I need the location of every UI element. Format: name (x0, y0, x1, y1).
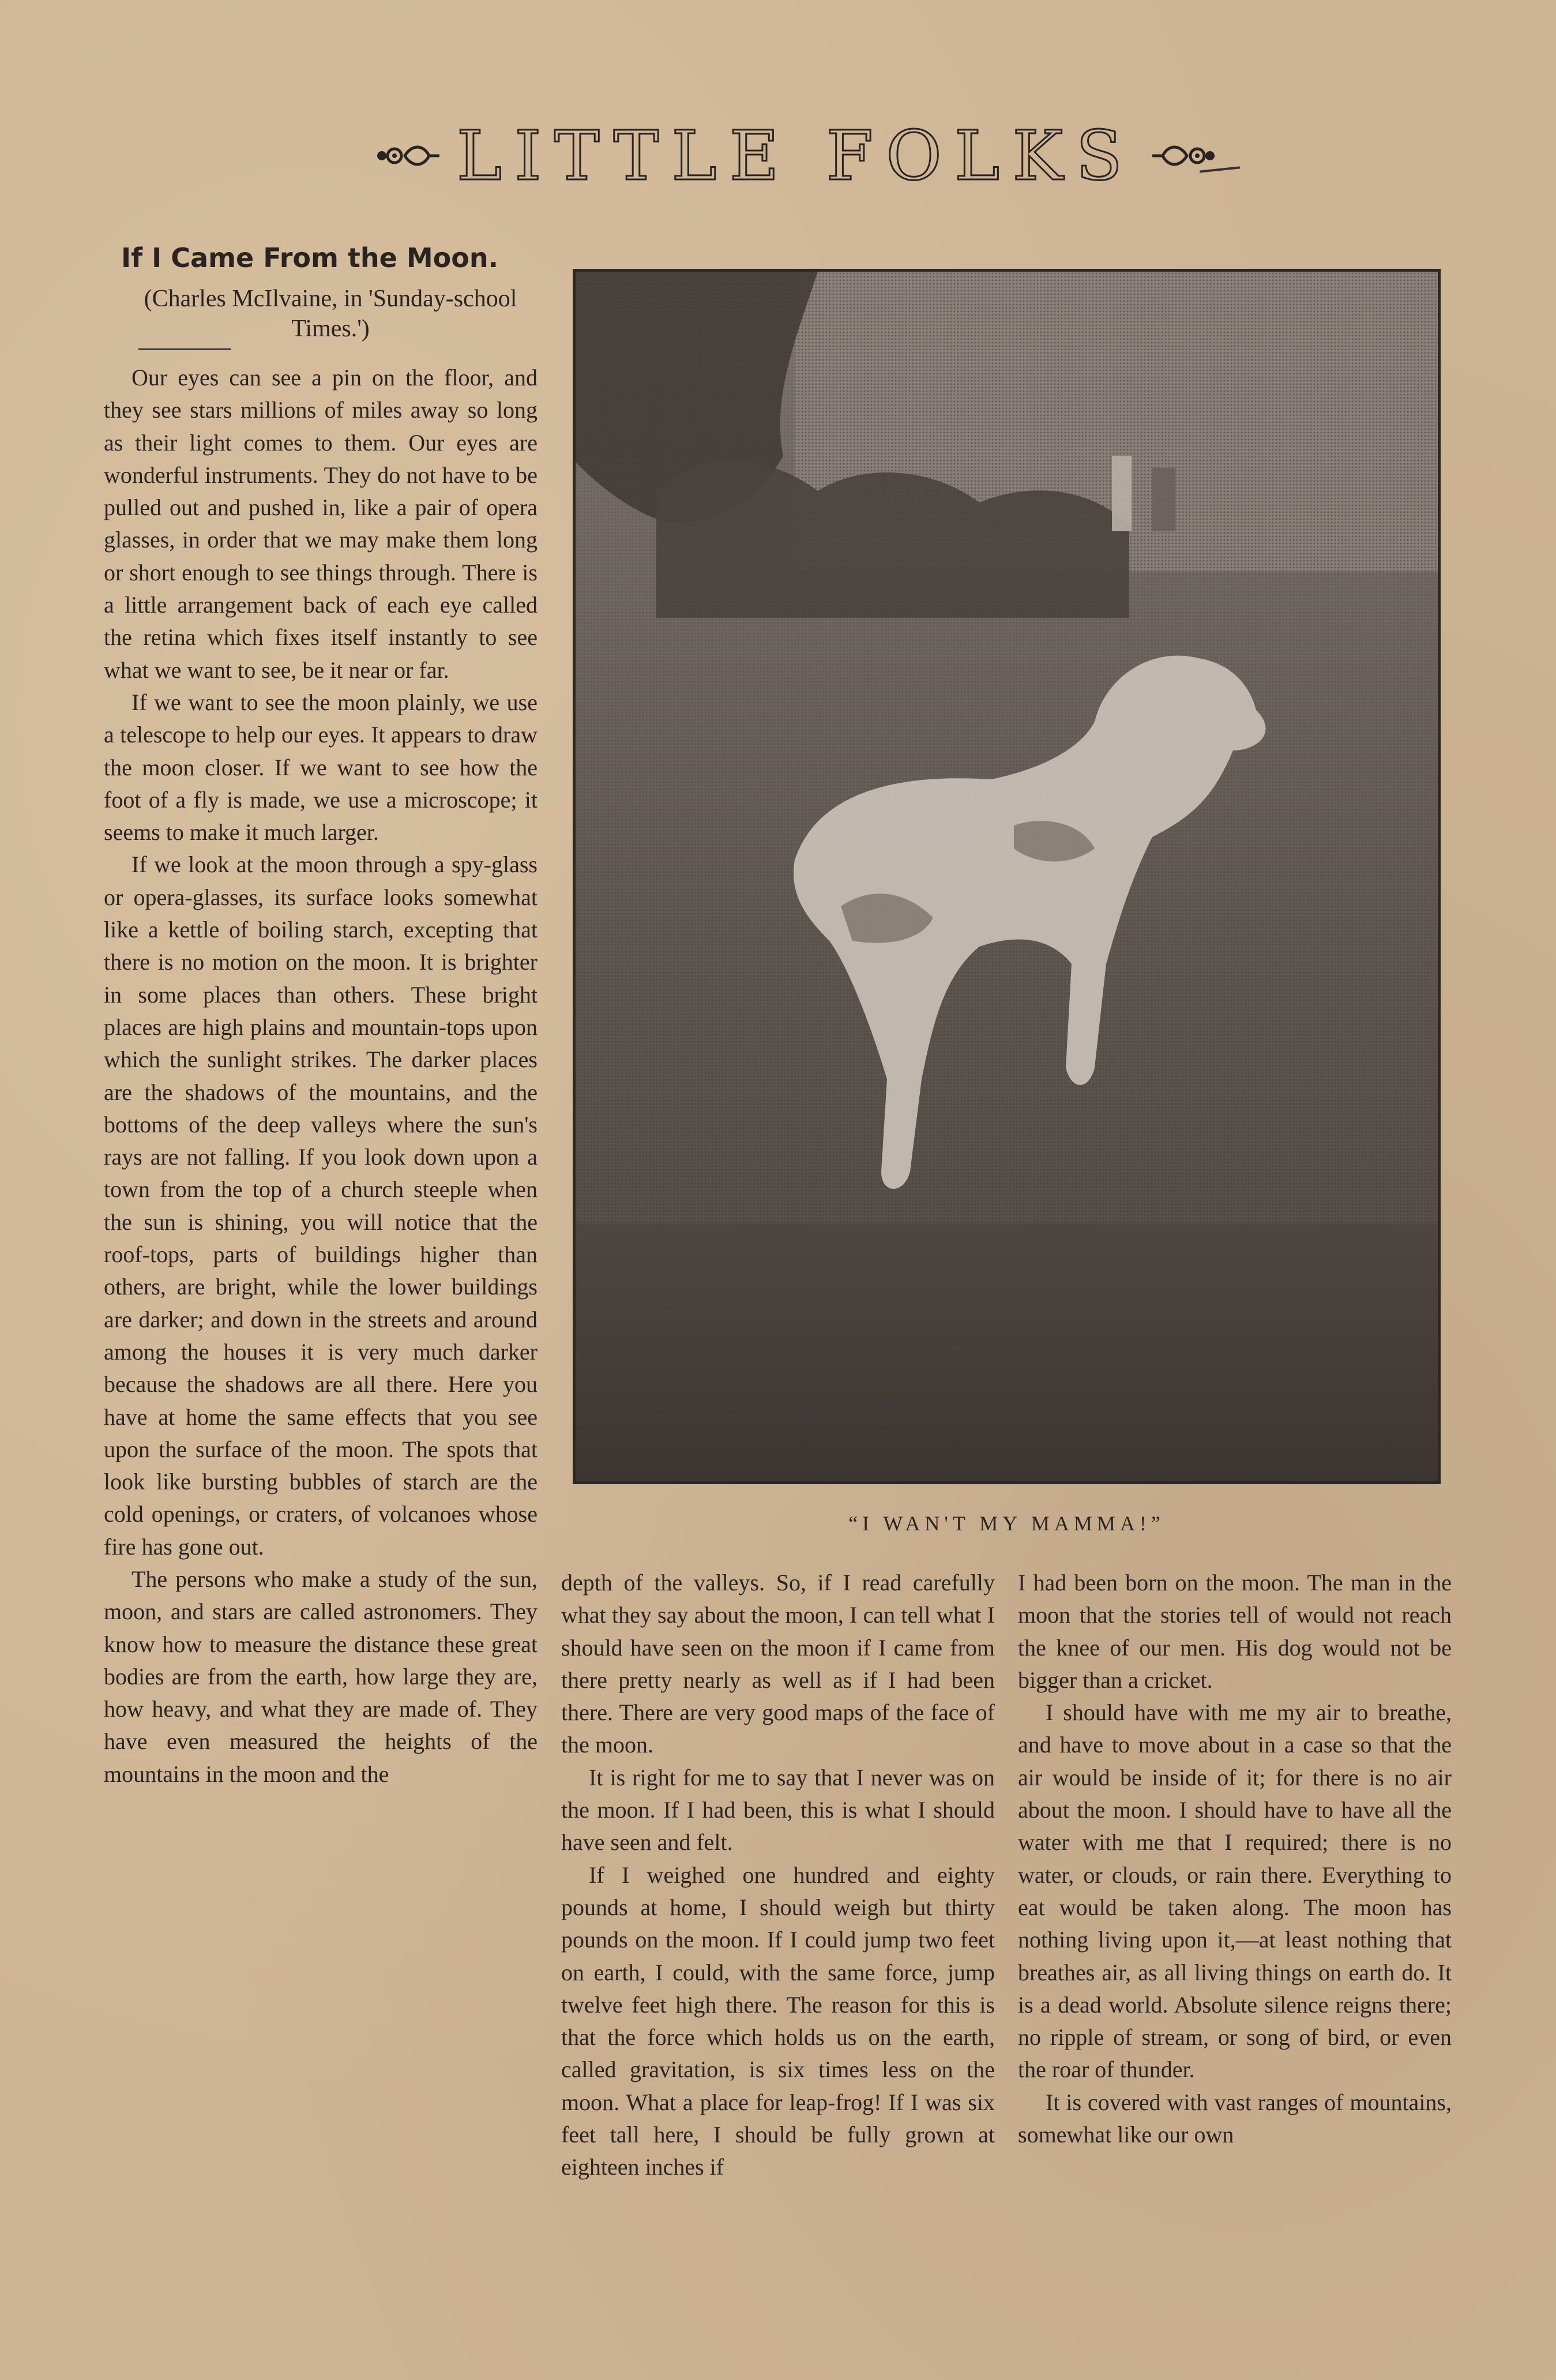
right-column-text (1018, 1567, 1452, 2151)
photo-dog-illustration (573, 269, 1441, 1484)
left-scroll-ornament (371, 138, 441, 173)
left-column (104, 242, 538, 2330)
middle-column-text (561, 1567, 995, 2184)
masthead-title: LITTLE FOLKS (456, 116, 1136, 196)
left-column-text (104, 362, 538, 1790)
article-title: If I Came From the Moon. (121, 242, 499, 273)
paragraph: I had been born on the moon. The man in the moon that the stories tell of would not reach the knee of our men. His dog would not be bigger than a cricket. (1018, 1570, 1452, 1693)
paragraph: It is right for me to say that I never was on the moon. If I had been, this is what I should have seen and felt. (561, 1764, 995, 1856)
paragraph: The persons who make a study of the sun, moon, and stars are called astronomers. They know how to measure the distance these great bodies are from the earth, how large they are, how heavy, and what they are made of. They have even measured the heights of the mountains in the moon and the (104, 1566, 538, 1787)
paragraph: It is covered with vast ranges of mountains, somewhat like our own (1018, 2089, 1452, 2148)
paragraph: depth of the valleys. So, if I read carefully what they say about the moon, I can tell what I should have seen on the moon if I came from there pretty nearly as well as if I had been there. There are very good maps of the face of the moon. (561, 1570, 995, 1758)
article-byline: (Charles McIlvaine, in 'Sunday-school Times.') (144, 286, 517, 342)
byline-divider (138, 348, 231, 350)
photo-caption: “I WAN'T MY MAMMA!” (848, 1512, 1165, 1535)
masthead (346, 115, 1246, 196)
paragraph: I should have with me my air to breathe, and have to move about in a case so that the air would be inside of it; for there is no air about the moon. I should have to have all the water with me that I required; there is no water, or clouds, or rain there. Everything to eat would be taken along. The moon has nothing living upon it,—at least nothing that breathes air, as all living things on earth do. It is a dead world. Absolute silence reigns there; no ripple of stream, or song of bird, or even the roar of thunder. (1018, 1699, 1452, 2083)
paragraph: If we look at the moon through a spy-glass or opera-glasses, its surface looks somewhat like a kettle of boiling starch, excepting that there is no motion on the moon. It is brighter in some places than others. These bright places are high plains and mountain-tops upon which the sunlight strikes. The darker places are the shadows of the mountains, and the bottoms of the deep valleys where the sun's rays are not falling. If you look down upon a town from the top of a church steeple when the sun is shining, you will notice that the roof-tops, parts of buildings higher than others, are bright, while the lower buildings are darker; and down in the streets and around among the houses it is very much darker because the shadows are all there. Here you have at home the same effects that you see upon the surface of the moon. The spots that look like bursting bubbles of starch are the cold openings, or craters, of volcanoes whose fire has gone out. (104, 851, 538, 1560)
right-scroll-ornament (1151, 138, 1220, 173)
paragraph: If we want to see the moon plainly, we use a telescope to help our eyes. It appears to draw the moon closer. If we want to see how the foot of a fly is made, we use a microscope; it seems to make it much larger. (104, 689, 538, 846)
paragraph: Our eyes can see a pin on the floor, and they see stars millions of miles away so long as their light comes to them. Our eyes are wonderful instruments. They do not have to be pulled out and pushed in, like a pair of opera glasses, in order that we may make them long or short enough to see things through. There is a little arrangement back of each eye called the retina which fixes itself instantly to see what we want to see, be it near or far. (104, 365, 538, 683)
paragraph: If I weighed one hundred and eighty pounds at home, I should weigh but thirty pounds on the moon. If I could jump two feet on earth, I could, with the same force, jump twelve feet high there. The reason for this is that the force which holds us on the earth, called gravitation, is six times less on the moon. What a place for leap-frog! If I was six feet tall here, I should be fully grown at eighteen inches if (561, 1861, 995, 2180)
dog-engraving-image (576, 272, 1438, 1481)
